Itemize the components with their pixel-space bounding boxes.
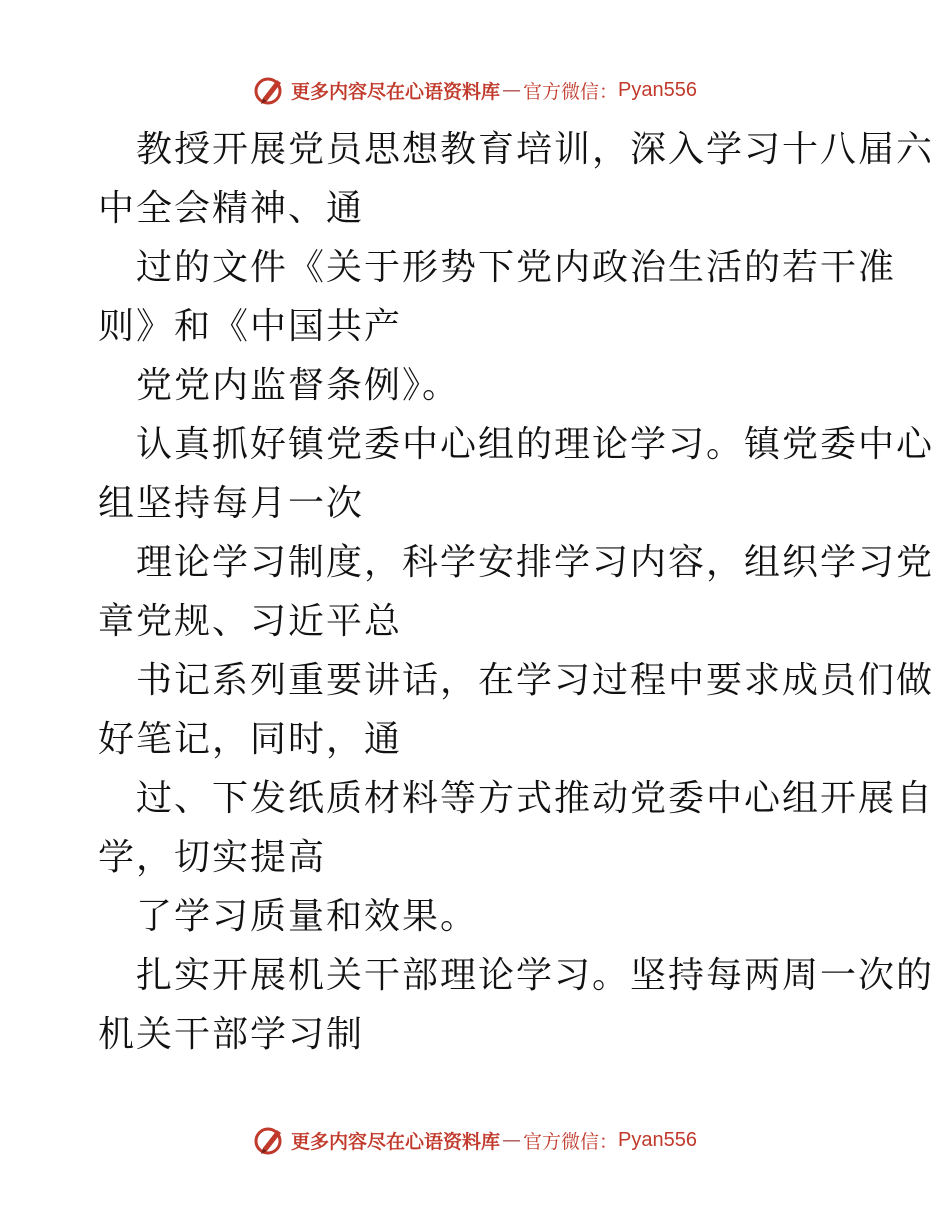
text-line: 机关干部学习制: [98, 1014, 365, 1055]
footer-banner: [0, 1120, 950, 1160]
text-line: 书记系列重要讲话，在学习过程中要求成员们做: [136, 660, 935, 701]
pen-logo-icon: [253, 1124, 285, 1156]
text-line: 好笔记，同时，通: [98, 719, 403, 760]
text-line: 认真抓好镇党委中心组的理论学习。镇党委中心: [136, 424, 935, 465]
text-line: 扎实开展机关干部理论学习。坚持每两周一次的: [136, 955, 935, 996]
footer-wechat-id: Pyan556: [618, 1128, 697, 1151]
text-line: 则》和《中国共产: [98, 306, 403, 347]
text-line: 党党内监督条例》。: [136, 365, 461, 406]
footer-separator: —: [502, 1129, 522, 1151]
header-wechat-label: 官方微信：: [523, 80, 619, 103]
pen-logo-icon: [253, 74, 285, 106]
header-brand: 更多内容尽在心语资料库: [291, 80, 501, 103]
footer-wechat-label: 官方微信：: [523, 1130, 619, 1153]
text-line: 中全会精神、通: [98, 188, 365, 229]
text-line: 组坚持每月一次: [98, 483, 365, 524]
text-line: 学，切实提高: [98, 837, 327, 878]
document-body: [98, 120, 935, 1064]
header-separator: —: [502, 79, 522, 101]
footer-brand: 更多内容尽在心语资料库: [291, 1130, 501, 1153]
text-line: 过的文件《关于形势下党内政治生活的若干准: [136, 247, 897, 288]
text-line: 章党规、习近平总: [98, 601, 403, 642]
text-line: 了学习质量和效果。: [136, 896, 479, 937]
text-line: 过、下发纸质材料等方式推动党委中心组开展自: [136, 778, 935, 819]
header-banner: [0, 70, 950, 110]
text-line: 教授开展党员思想教育培训，深入学习十八届六: [136, 129, 935, 170]
text-line: 理论学习制度，科学安排学习内容，组织学习党: [136, 542, 935, 583]
header-wechat-id: Pyan556: [618, 78, 697, 101]
